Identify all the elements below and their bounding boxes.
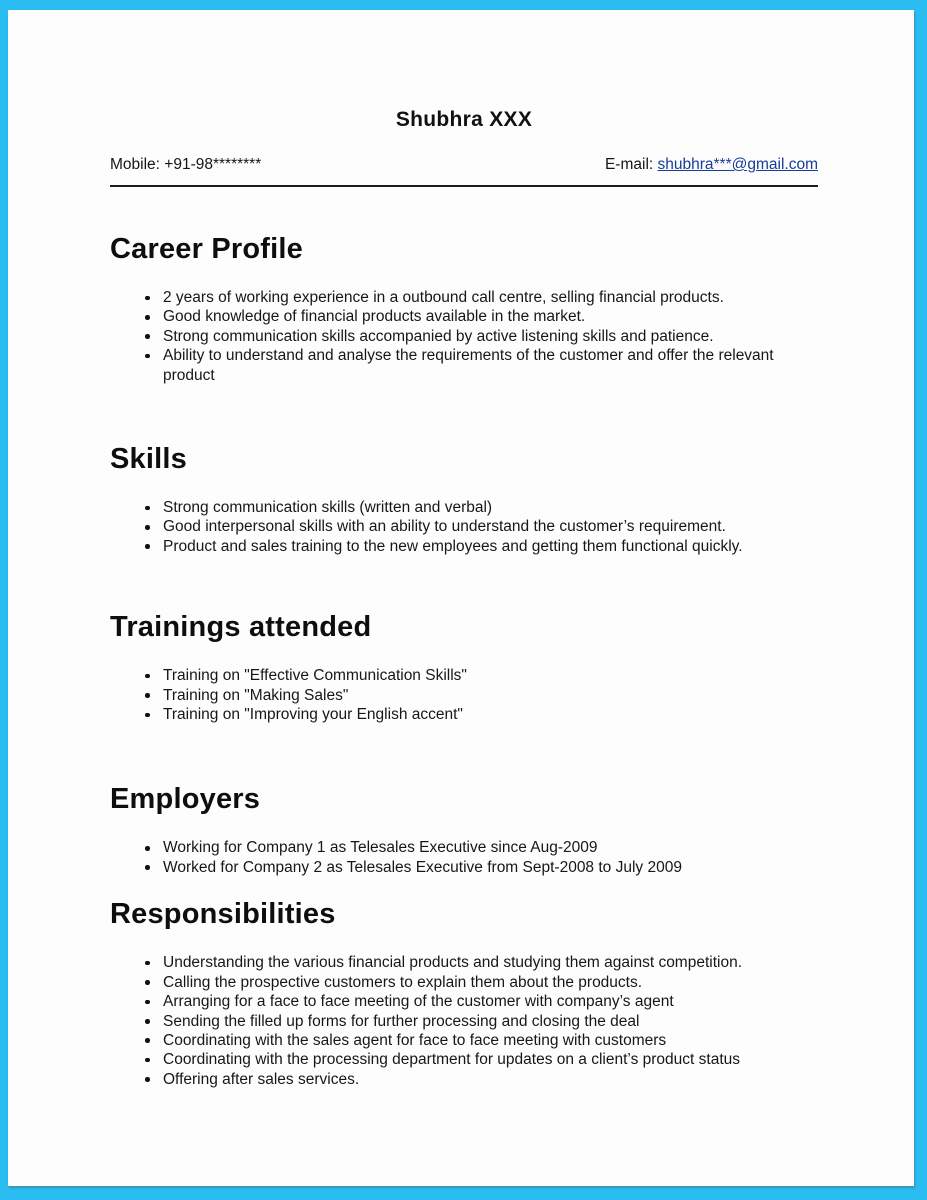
list-item: Strong communication skills (written and verbal) [110, 498, 818, 517]
email-link[interactable]: shubhra***@gmail.com [657, 156, 818, 173]
list-item: Worked for Company 2 as Telesales Executive from Sept-2008 to July 2009 [110, 858, 818, 877]
resume-name: Shubhra XXX [395, 108, 533, 131]
list-item: Sending the filled up forms for further processing and closing the deal [110, 1012, 818, 1031]
list-item: Training on "Effective Communication Skills" [110, 666, 818, 685]
list-item: 2 years of working experience in a outbound call centre, selling financial products. [110, 288, 818, 307]
list-item: Ability to understand and analyse the requirements of the customer and offer the relevant product [110, 346, 818, 385]
contact-row [110, 153, 818, 176]
section-employers [110, 783, 818, 877]
bullet-list-responsibilities [110, 953, 818, 1089]
list-item: Coordinating with the processing department for updates on a client’s product status [110, 1050, 818, 1069]
list-item: Training on "Making Sales" [110, 686, 818, 705]
section-career-profile [110, 233, 818, 385]
list-item: Good interpersonal skills with an ability to understand the customer’s requirement. [110, 517, 818, 536]
list-item: Training on "Improving your English accent" [110, 705, 818, 724]
email-contact [605, 153, 818, 176]
list-item: Calling the prospective customers to explain them about the products. [110, 973, 818, 992]
email-label: E-mail: [604, 156, 654, 173]
section-title-trainings-attended: Trainings attended [110, 611, 372, 644]
list-item: Working for Company 1 as Telesales Executive since Aug-2009 [110, 838, 818, 857]
mobile-value: +91-98******** [164, 156, 262, 173]
bullet-list-employers [110, 838, 818, 877]
list-item: Arranging for a face to face meeting of the customer with company’s agent [110, 992, 818, 1011]
section-responsibilities [110, 898, 818, 1089]
section-trainings-attended [110, 611, 818, 724]
header-divider [110, 185, 818, 187]
section-title-skills: Skills [110, 443, 187, 476]
list-item: Product and sales training to the new employees and getting them functional quickly. [110, 537, 818, 556]
mobile-label: Mobile: [110, 156, 160, 173]
section-title-responsibilities: Responsibilities [110, 898, 336, 931]
section-title-career-profile: Career Profile [110, 233, 303, 265]
mobile-contact [110, 153, 261, 176]
list-item: Strong communication skills accompanied by active listening skills and patience. [110, 327, 818, 346]
bullet-list-career-profile [110, 288, 818, 385]
list-item: Understanding the various financial products and studying them against competition. [110, 953, 818, 972]
list-item: Coordinating with the sales agent for face to face meeting with customers [110, 1031, 818, 1050]
resume-page [8, 10, 914, 1186]
list-item: Good knowledge of financial products available in the market. [110, 307, 818, 326]
section-title-employers: Employers [110, 783, 261, 816]
bullet-list-skills [110, 498, 818, 556]
bullet-list-trainings-attended [110, 666, 818, 724]
list-item: Offering after sales services. [110, 1070, 818, 1089]
section-skills [110, 443, 818, 556]
